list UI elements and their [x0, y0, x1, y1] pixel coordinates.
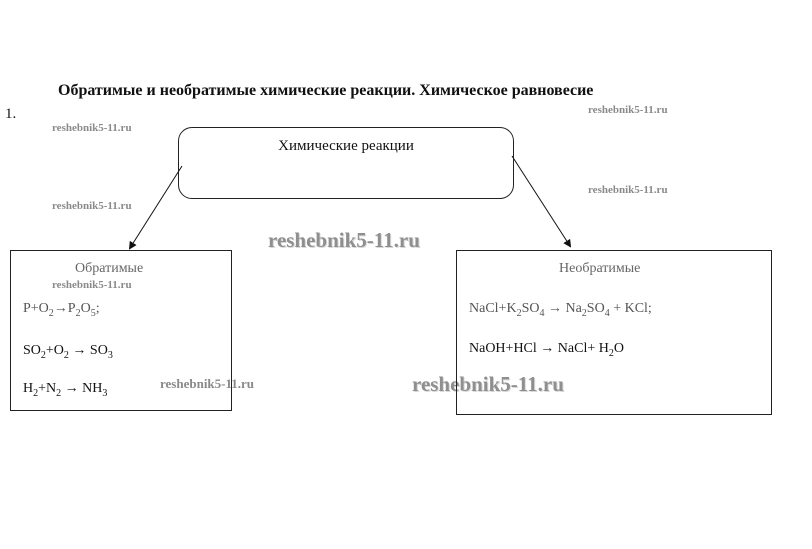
watermark: reshebnik5-11.ru — [588, 184, 668, 196]
reversible-box — [10, 250, 232, 411]
watermark-large: reshebnik5-11.ru — [268, 228, 420, 252]
reaction-equation: $P+O_2\to P_2O_5$; — [23, 301, 100, 319]
root-node — [178, 127, 514, 199]
irreversible-heading: Необратимые — [559, 261, 641, 276]
watermark: reshebnik5-11.ru — [588, 104, 668, 116]
reversible-heading: Обратимые — [75, 261, 144, 276]
watermark: reshebnik5-11.ru — [160, 376, 255, 391]
watermark: reshebnik5-11.ru — [52, 200, 132, 212]
irreversible-box — [456, 250, 772, 415]
watermark: reshebnik5-11.ru — [52, 122, 132, 134]
watermark-large: reshebnik5-11.ru — [412, 372, 564, 396]
arrow-to-irreversible — [512, 156, 570, 246]
reaction-equation: NaOH+HCl → NaCl+ $H_2O$ — [469, 341, 624, 359]
page-title: Обратимые и необратимые химические реакции. Химическое равновесие — [58, 82, 594, 99]
arrow-to-reversible — [130, 166, 182, 248]
item-number: 1. — [5, 106, 17, 122]
root-label: Химические реакции — [278, 138, 414, 154]
reaction-equation: $NaCl+K_2SO_4 \to Na_2SO_4$ + KCl; — [469, 301, 652, 319]
reaction-equation: $H_2+N_2 \to NH_3$ — [23, 381, 108, 399]
reaction-equation: $SO_2+O_2 \to SO_3$ — [23, 343, 113, 361]
watermark: reshebnik5-11.ru — [52, 279, 132, 291]
